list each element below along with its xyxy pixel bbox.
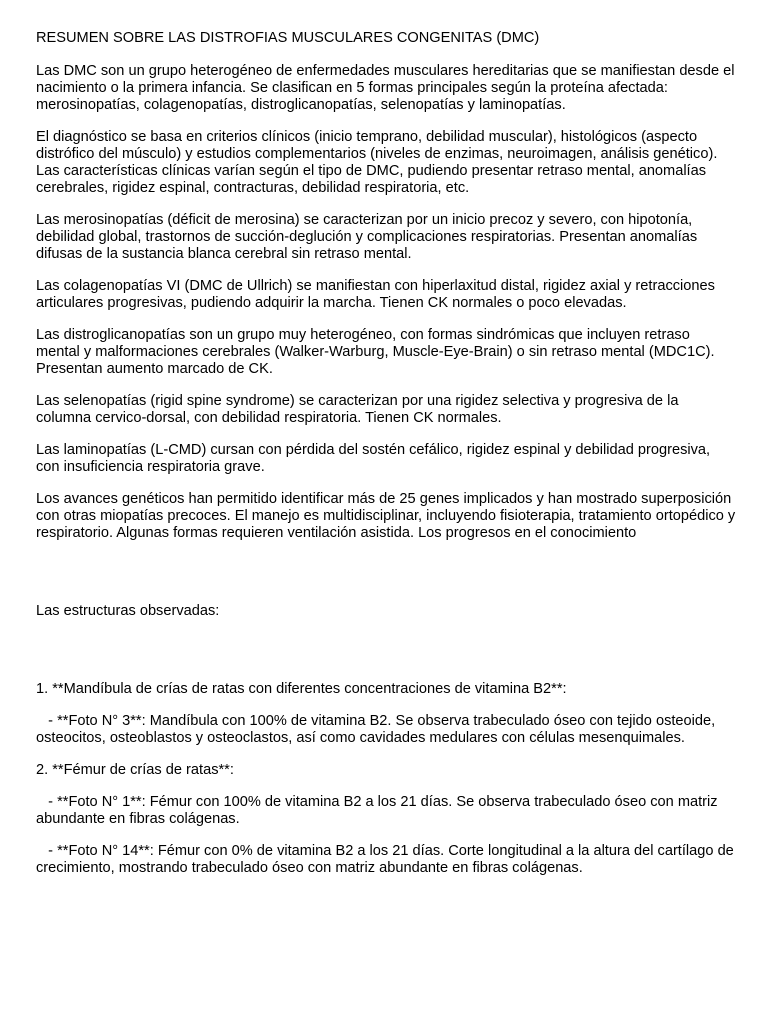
paragraph-diagnosis: El diagnóstico se basa en criterios clínicos (inicio temprano, debilidad muscular), histológicos (aspecto distrófico del músculo) y estudios complementarios (niveles de enzimas, neuroimagen, análisis genético). Las características clínicas varían según el tipo de DMC, pudiendo presentar retraso mental, anomalías cerebrales, rigidez espinal, contracturas, debilidad respiratoria, etc. [36, 129, 718, 196]
paragraph-genetic-advances: Los avances genéticos han permitido identificar más de 25 genes implicados y han mostrado superposición con otras miopatías precoces. El manejo es multidisciplinar, incluyendo fisioterapia, tratamiento ortopédico y respiratorio. Algunas formas requieren ventilación asistida. Los progresos en el conocimiento [36, 491, 736, 541]
list-item-femur-heading: 2. **Fémur de crías de ratas**: [36, 762, 234, 778]
paragraph-collagenopathies: Las colagenopatías VI (DMC de Ullrich) se manifiestan con hiperlaxitud distal, rigidez axial y retracciones articulares progresivas, pudiendo adquirir la marcha. Tienen CK normales o poco elevadas. [36, 278, 715, 311]
structures-heading: Las estructuras observadas: [36, 603, 220, 619]
blank-space [36, 635, 736, 681]
list-item-photo-1: - **Foto N° 1**: Fémur con 100% de vitamina B2 a los 21 días. Se observa trabeculado óseo con matriz abundante en fibras colágenas. [36, 794, 722, 827]
paragraph-selenopathies: Las selenopatías (rigid spine syndrome) se caracterizan por una rigidez selectiva y progresiva de la columna cervico-dorsal, con debilidad respiratoria. Tienen CK normales. [36, 393, 679, 426]
paragraph-merosinopathies: Las merosinopatías (déficit de merosina) se caracterizan por un inicio precoz y severo, con hipotonía, debilidad global, trastornos de succión-deglución y complicaciones respiratorias. Presentan anomalías difusas de la sustancia blanca cerebral sin retraso mental. [36, 212, 698, 262]
paragraph-intro: Las DMC son un grupo heterogéneo de enfermedades musculares hereditarias que se manifiestan desde el nacimiento o la primera infancia. Se clasifican en 5 formas principales según la proteína afectada: merosinopatías, colagenopatías, distroglicanopatías, selenopatías y laminopatías. [36, 63, 735, 113]
list-item-mandible-heading: 1. **Mandíbula de crías de ratas con diferentes concentraciones de vitamina B2**: [36, 681, 567, 697]
list-item-photo-3: - **Foto N° 3**: Mandíbula con 100% de vitamina B2. Se observa trabeculado óseo con tejido osteoide, osteocitos, osteoblastos y osteoclastos, así como cavidades medulares con células mesenquimales. [36, 713, 720, 746]
document-title: RESUMEN SOBRE LAS DISTROFIAS MUSCULARES CONGENITAS (DMC) [36, 30, 540, 46]
paragraph-dystroglycanopathies: Las distroglicanopatías son un grupo muy heterogéneo, con formas sindrómicas que incluyen retraso mental y malformaciones cerebrales (Walker-Warburg, Muscle-Eye-Brain) o sin retraso mental (MDC1C). Presentan aumento marcado de CK. [36, 327, 715, 377]
paragraph-laminopathies: Las laminopatías (L-CMD) cursan con pérdida del sostén cefálico, rigidez espinal y debilidad progresiva, con insuficiencia respiratoria grave. [36, 442, 711, 475]
list-item-photo-14: - **Foto N° 14**: Fémur con 0% de vitamina B2 a los 21 días. Corte longitudinal a la altura del cartílago de crecimiento, mostrando trabeculado óseo con matriz abundante en fibras colágenas. [36, 843, 738, 876]
blank-space [36, 557, 736, 603]
document-page [36, 30, 736, 892]
